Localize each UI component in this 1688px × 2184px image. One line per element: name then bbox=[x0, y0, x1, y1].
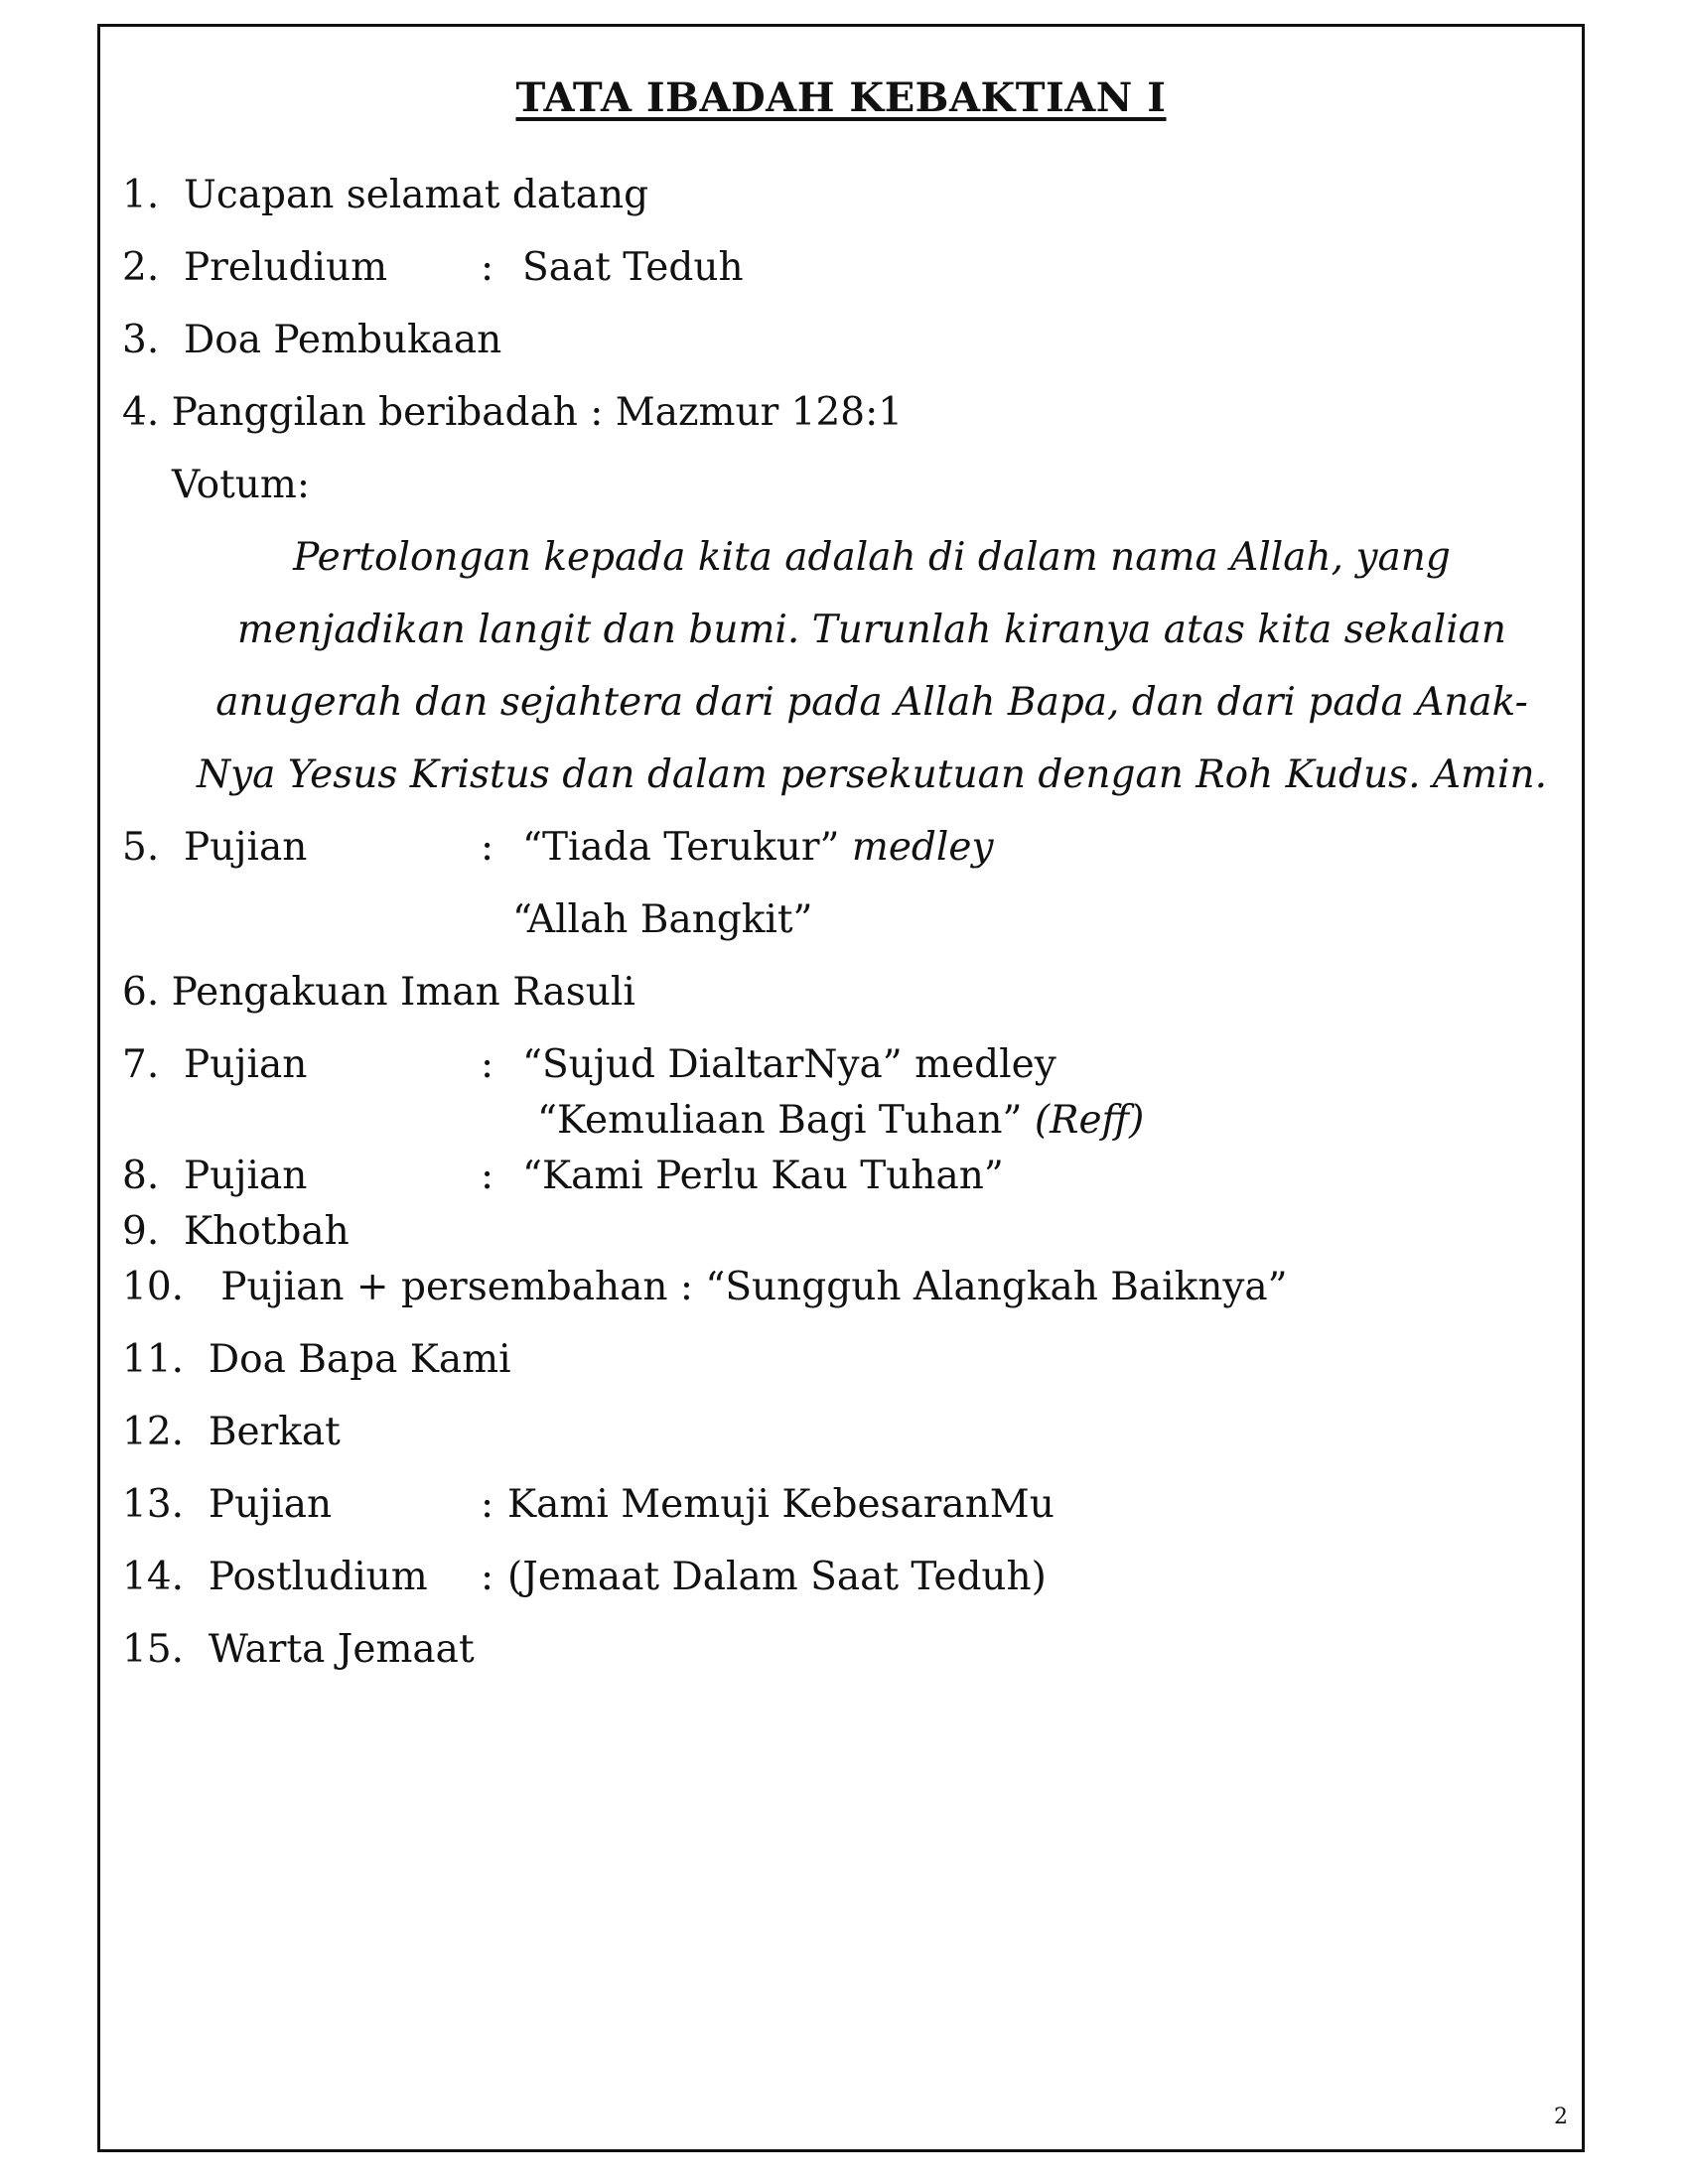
votum-line: anugerah dan sejahtera dari pada Allah Bapa, dan dari pada Anak- bbox=[215, 680, 1528, 725]
list-item: 5. Pujian bbox=[122, 825, 308, 870]
item-value: “Sujud DialtarNya” medley bbox=[522, 1042, 1056, 1087]
list-item: 7. Pujian bbox=[122, 1042, 308, 1087]
list-item: 9. Khotbah bbox=[122, 1209, 350, 1254]
item-value-continued: “Allah Bangkit” bbox=[512, 897, 813, 942]
votum-label: Votum: bbox=[172, 463, 310, 507]
item-colon: : bbox=[481, 1555, 494, 1599]
list-item: 6. Pengakuan Iman Rasuli bbox=[122, 970, 635, 1015]
list-item: 3. Doa Pembukaan bbox=[122, 318, 502, 362]
item-value: “Kami Perlu Kau Tuhan” bbox=[522, 1154, 1004, 1198]
list-item: 11. Doa Bapa Kami bbox=[122, 1337, 511, 1382]
item-value: (Jemaat Dalam Saat Teduh) bbox=[507, 1555, 1047, 1599]
item-value: Kami Memuji KebesaranMu bbox=[507, 1482, 1055, 1527]
item-value: Saat Teduh bbox=[522, 245, 744, 290]
list-item: 15. Warta Jemaat bbox=[122, 1627, 475, 1672]
list-item: 8. Pujian bbox=[122, 1154, 308, 1198]
list-item: 14. Postludium bbox=[122, 1555, 428, 1599]
list-item: 2. Preludium bbox=[122, 245, 388, 290]
item-colon: : bbox=[481, 825, 494, 870]
list-item: 12. Berkat bbox=[122, 1410, 341, 1454]
list-item: 4. Panggilan beribadah : Mazmur 128:1 bbox=[122, 390, 904, 435]
item-colon: : bbox=[481, 1042, 494, 1087]
item-colon: : bbox=[481, 1154, 494, 1198]
item-colon: : bbox=[481, 245, 494, 290]
item-value-continued: “Kemuliaan Bagi Tuhan” (Reff) bbox=[537, 1098, 1145, 1143]
list-item: 10. Pujian + persembahan : “Sungguh Alangkah Baiknya” bbox=[122, 1265, 1288, 1309]
page-number: 2 bbox=[1554, 2105, 1568, 2129]
list-item: 13. Pujian bbox=[122, 1482, 333, 1527]
item-colon: : bbox=[481, 1482, 494, 1527]
votum-line: Pertolongan kepada kita adalah di dalam nama Allah, yang bbox=[293, 535, 1451, 580]
item-value: “Tiada Terukur” medley bbox=[522, 825, 994, 870]
page-frame bbox=[97, 24, 1585, 2152]
votum-line: Nya Yesus Kristus dan dalam persekutuan dengan Roh Kudus. Amin. bbox=[196, 752, 1548, 797]
list-item: 1. Ucapan selamat datang bbox=[122, 173, 649, 217]
page-title: TATA IBADAH KEBAKTIAN I bbox=[515, 74, 1167, 121]
votum-line: menjadikan langit dan bumi. Turunlah kiranya atas kita sekalian bbox=[236, 608, 1507, 652]
